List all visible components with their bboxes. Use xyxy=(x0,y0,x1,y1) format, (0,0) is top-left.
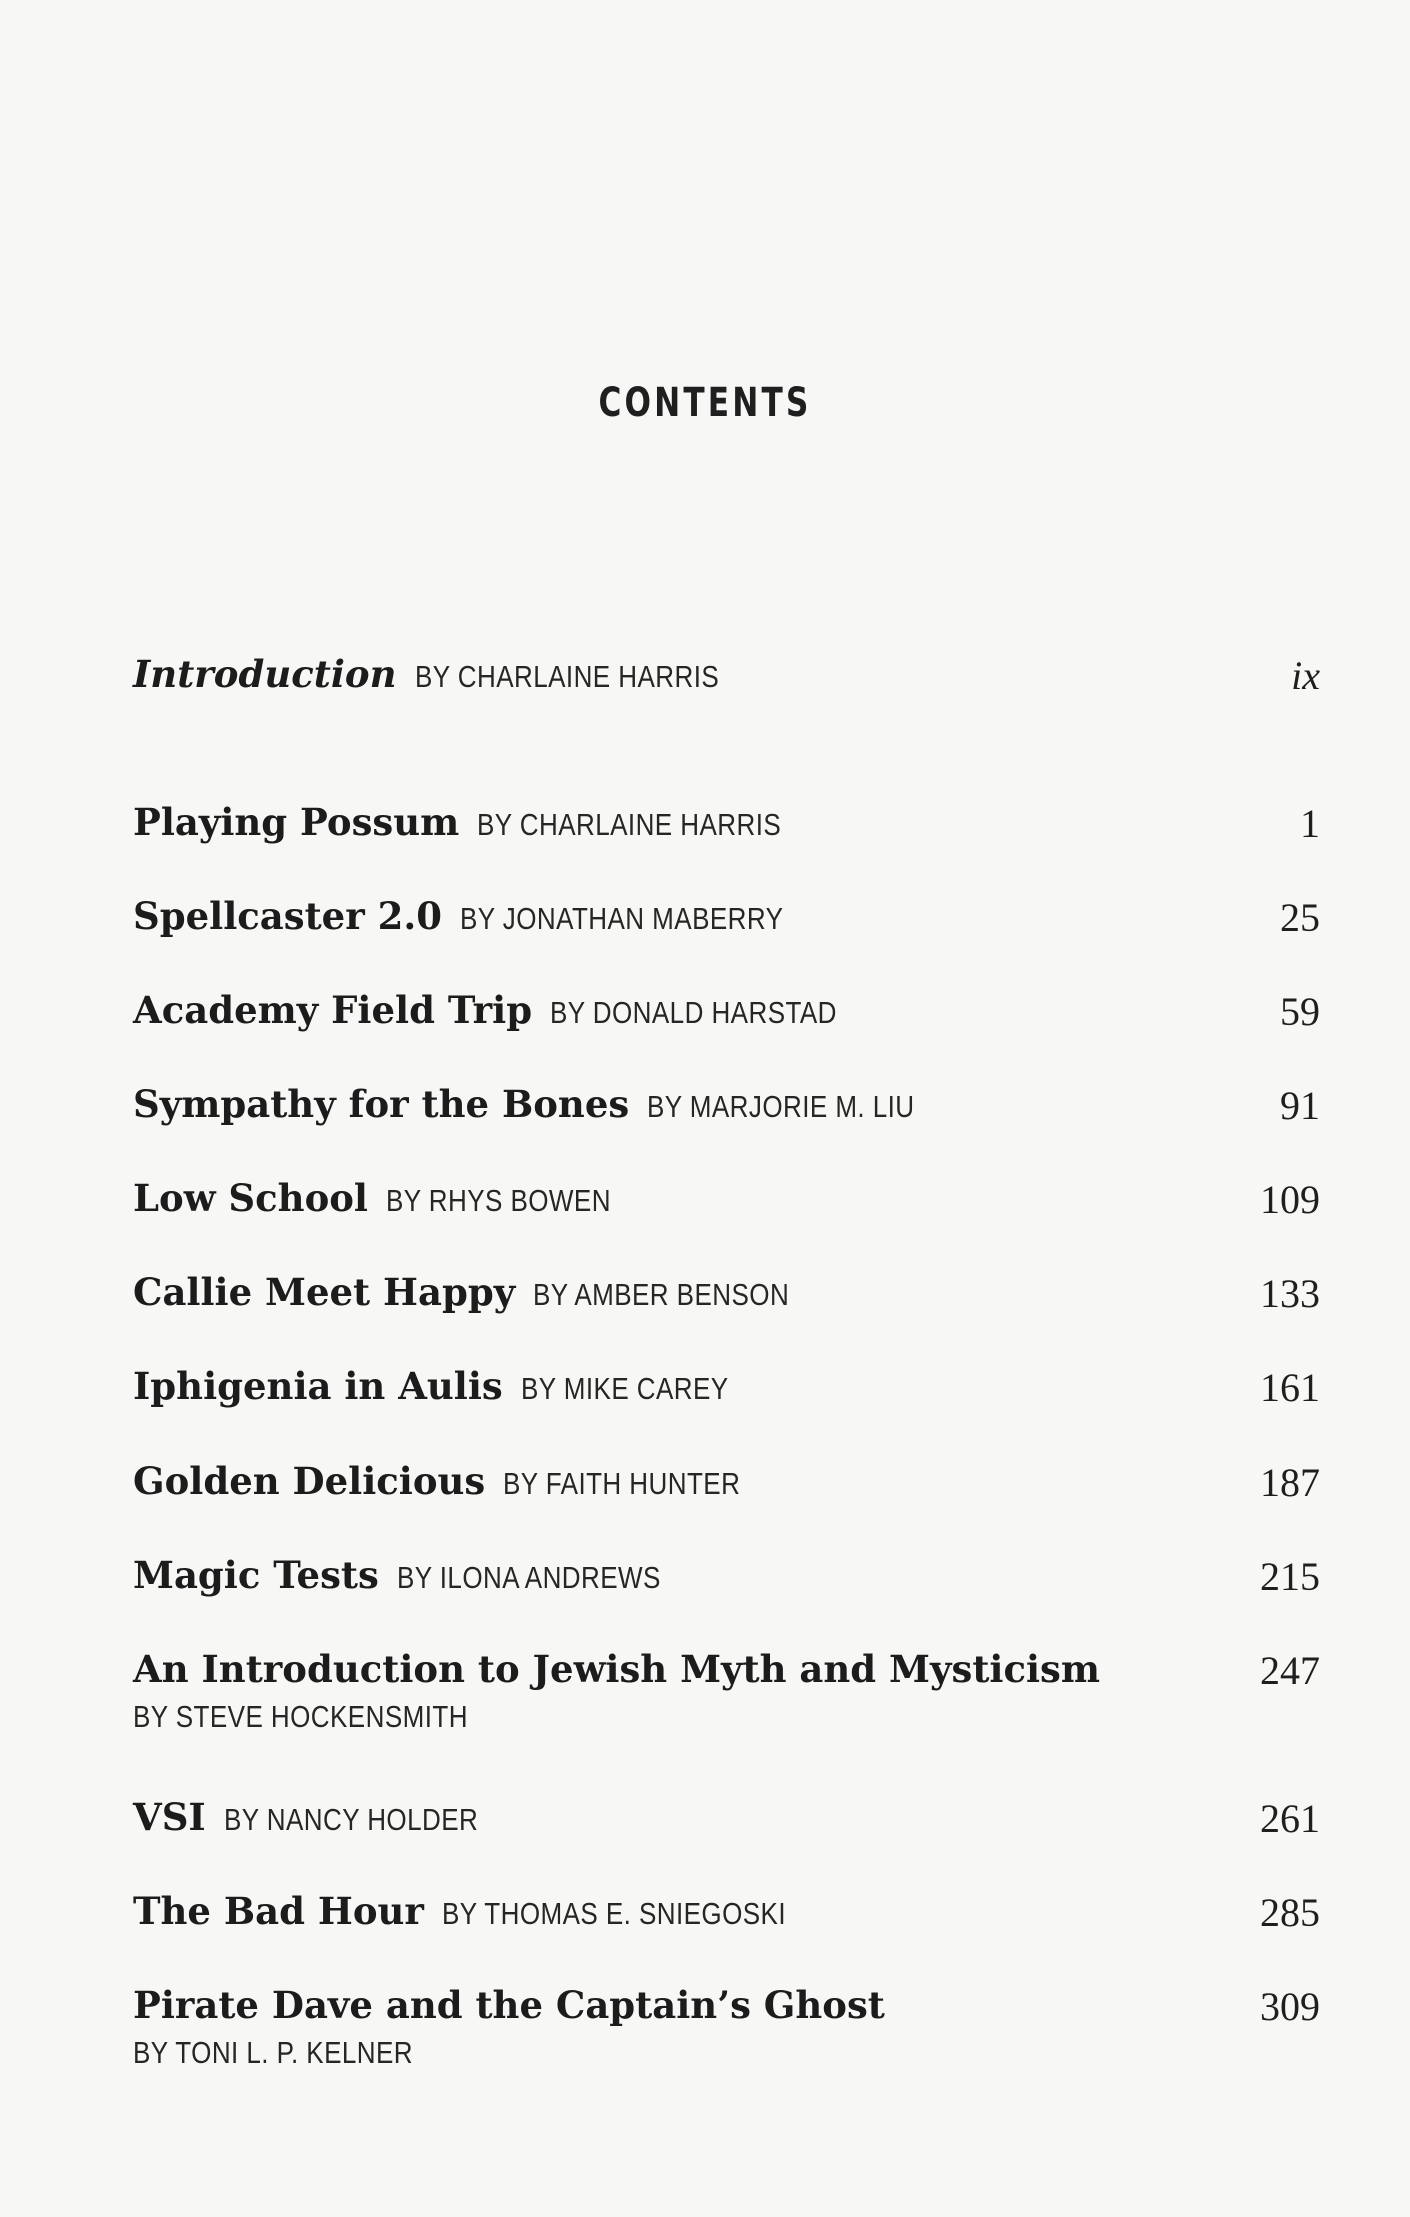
entry-page-number: 161 xyxy=(1260,1365,1320,1410)
toc-entry-vsi[interactable] xyxy=(133,1795,1320,1855)
toc-entry-introduction[interactable] xyxy=(133,652,1320,712)
entry-author: BY ILONA ANDREWS xyxy=(396,1560,661,1595)
toc-entry-golden-delicious[interactable] xyxy=(133,1459,1320,1519)
entry-page-number: ix xyxy=(1291,653,1320,698)
entry-page-number: 109 xyxy=(1260,1177,1320,1222)
toc-entry-playing-possum[interactable] xyxy=(133,800,1320,860)
toc-entry-spellcaster[interactable] xyxy=(133,894,1320,954)
toc-entry-low-school[interactable] xyxy=(133,1176,1320,1236)
entry-author: BY TONI L. P. KELNER xyxy=(133,2035,414,2070)
entry-title: The Bad Hour xyxy=(133,1889,424,1933)
entry-title: Spellcaster 2.0 xyxy=(133,894,442,938)
entry-author: BY NANCY HOLDER xyxy=(223,1802,478,1837)
entry-page-number: 91 xyxy=(1280,1083,1320,1128)
entry-title: Callie Meet Happy xyxy=(133,1270,516,1314)
toc-entry-jewish-myth[interactable] xyxy=(133,1647,1320,1757)
entry-title: Magic Tests xyxy=(133,1553,379,1597)
entry-page-number: 59 xyxy=(1280,989,1320,1034)
entry-title: VSI xyxy=(133,1795,206,1839)
page-title: CONTENTS xyxy=(598,380,812,426)
entry-author: BY THOMAS E. SNIEGOSKI xyxy=(441,1896,786,1931)
entry-page-number: 261 xyxy=(1260,1796,1320,1841)
toc-entry-academy-field-trip[interactable] xyxy=(133,988,1320,1048)
toc-entry-iphigenia-in-aulis[interactable] xyxy=(133,1364,1320,1424)
entry-page-number: 247 xyxy=(1260,1648,1320,1693)
entry-title: Sympathy for the Bones xyxy=(133,1082,630,1126)
entry-author: BY RHYS BOWEN xyxy=(386,1183,611,1218)
entry-page-number: 285 xyxy=(1260,1890,1320,1935)
entry-title: Golden Delicious xyxy=(133,1459,486,1503)
entry-title: Academy Field Trip xyxy=(133,988,533,1032)
entry-author: BY DONALD HARSTAD xyxy=(550,995,837,1030)
entry-title: Iphigenia in Aulis xyxy=(133,1364,503,1408)
entry-author: BY MARJORIE M. LIU xyxy=(647,1089,915,1124)
entry-title: Playing Possum xyxy=(133,800,460,844)
entry-author: BY CHARLAINE HARRIS xyxy=(477,807,782,842)
toc-entry-magic-tests[interactable] xyxy=(133,1553,1320,1613)
entry-author: BY JONATHAN MABERRY xyxy=(459,901,784,936)
entry-page-number: 1 xyxy=(1300,801,1320,846)
toc-entry-the-bad-hour[interactable] xyxy=(133,1889,1320,1949)
entry-title: An Introduction to Jewish Myth and Mysticism xyxy=(133,1647,1101,1691)
entry-page-number: 133 xyxy=(1260,1271,1320,1316)
entry-page-number: 187 xyxy=(1260,1460,1320,1505)
entry-title: Pirate Dave and the Captain’s Ghost xyxy=(133,1983,885,2027)
entry-page-number: 309 xyxy=(1260,1984,1320,2029)
entry-page-number: 25 xyxy=(1280,895,1320,940)
toc-entry-pirate-dave[interactable] xyxy=(133,1983,1320,2093)
entry-author: BY STEVE HOCKENSMITH xyxy=(133,1699,468,1734)
entry-author: BY CHARLAINE HARRIS xyxy=(414,659,719,694)
entry-author: BY AMBER BENSON xyxy=(533,1277,790,1312)
toc-entry-sympathy-for-the-bones[interactable] xyxy=(133,1082,1320,1142)
entry-page-number: 215 xyxy=(1260,1554,1320,1599)
entry-author: BY MIKE CAREY xyxy=(520,1371,729,1406)
entry-author: BY FAITH HUNTER xyxy=(503,1466,741,1501)
entry-title: Introduction xyxy=(133,652,397,696)
entry-title: Low School xyxy=(133,1176,368,1220)
toc-entry-callie-meet-happy[interactable] xyxy=(133,1270,1320,1330)
